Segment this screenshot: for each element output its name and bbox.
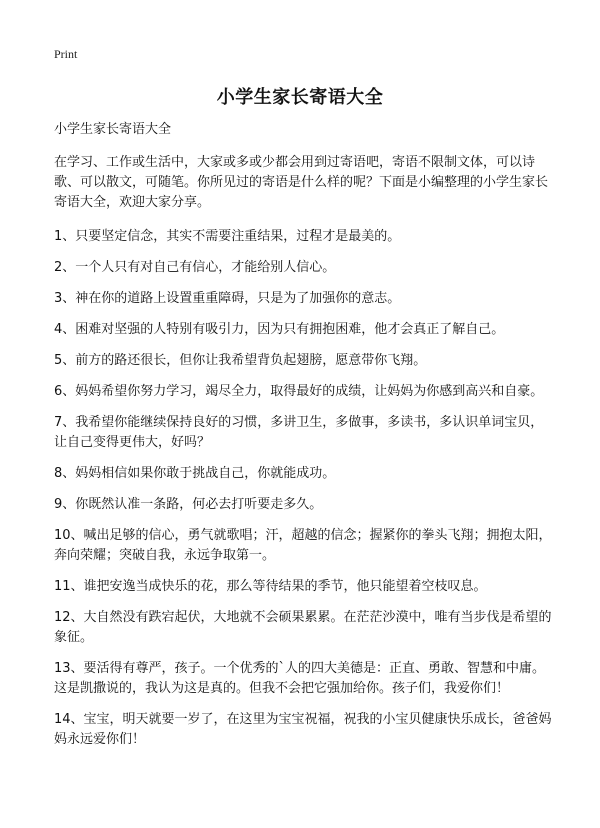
print-link[interactable]: Print [54,47,78,61]
article-subtitle: 小学生家长寄语大全 [54,122,172,137]
list-item: 4、困难对坚强的人特别有吸引力，因为只有拥抱困难，他才会真正了解自己。 [54,322,505,337]
list-item: 8、妈妈相信如果你敢于挑战自己，你就能成功。 [54,466,336,481]
list-item: 12、大自然没有跌宕起伏，大地就不会硕果累累。在茫茫沙漠中，唯有当步伐是希望的象征。 [54,610,552,645]
list-item: 10、喊出足够的信心，勇气就歌唱；汗，超越的信念；握紧你的拳头飞翔；拥抱太阳，奔向荣耀；突破自我，永远争取第一。 [54,528,552,563]
list-item: 7、我希望你能继续保持良好的习惯，多讲卫生，多做事，多读书，多认识单词宝贝，让自己变得更伟大，好吗？ [54,415,544,450]
intro-paragraph: 在学习、工作或生活中，大家或多或少都会用到过寄语吧，寄语不限制文体，可以诗歌、可以散文，可随笔。你所见过的寄语是什么样的呢？下面是小编整理的小学生家长寄语大全，欢迎大家分享。 [54,155,549,210]
list-item: 13、要活得有尊严，孩子。一个优秀的`人的四大美德是：正直、勇敢、智慧和中庸。这是凯撒说的，我认为这是真的。但我不会把它强加给你。孩子们，我爱你们！ [54,661,546,696]
article-body [54,120,554,761]
list-item: 2、一个人只有对自己有信心，才能给别人信心。 [54,260,336,275]
list-item: 5、前方的路还很长，但你让我希望背负起翅膀，愿意带你飞翔。 [54,353,427,368]
list-item: 6、妈妈希望你努力学习，竭尽全力，取得最好的成绩，让妈妈为你感到高兴和自豪。 [54,384,544,399]
list-item: 3、神在你的道路上设置重重障碍，只是为了加强你的意志。 [54,291,401,306]
page-title: 小学生家长寄语大全 [216,87,384,108]
list-item: 11、谁把安逸当成快乐的花，那么等待结果的季节，他只能望着空枝叹息。 [54,579,487,594]
list-item: 9、你既然认准一条路，何必去打听要走多久。 [54,497,323,512]
list-item: 1、只要坚定信念，其实不需要注重结果，过程才是最美的。 [54,229,401,244]
list-item: 14、宝宝，明天就要一岁了，在这里为宝宝祝福，祝我的小宝贝健康快乐成长，爸爸妈妈永远爱你们！ [54,712,552,747]
